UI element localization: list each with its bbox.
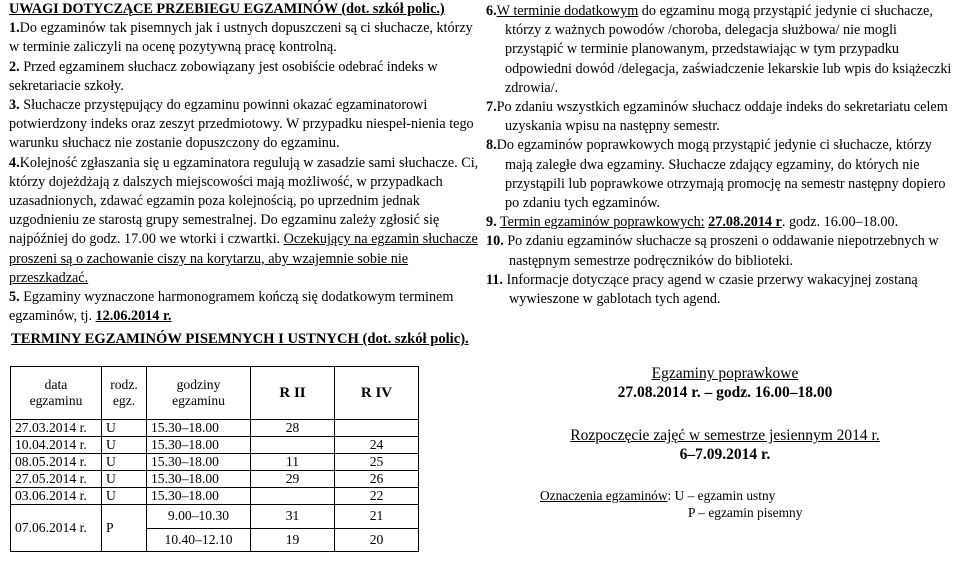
header-hours (147, 367, 251, 420)
table-row: 27.03.2014 r. U 15.30–18.00 28 (11, 420, 419, 437)
legend-oral: : U – egzamin ustny (667, 488, 776, 503)
exam-schedule-table (10, 366, 419, 552)
legend-label: Oznaczenia egzaminów (540, 488, 668, 503)
semester-start-title: Rozpoczęcie zajęć w semestrze jesiennym 2014 r. (570, 427, 880, 444)
note-5: 5. Egzaminy wyznaczone harmonogramem kończą się dodatkowym terminem egzaminów, tj. 12.06.2014 r. (9, 289, 454, 325)
exam-legend (540, 487, 802, 521)
notes-heading: UWAGI DOTYCZĄCE PRZEBIEGU EGZAMINÓW (dot. szkół polic.) (9, 1, 445, 17)
header-r2: R II (251, 367, 335, 420)
note-6: 6.W terminie dodatkowym do egzaminu mogą przystąpić jedynie ci słuchacze, którzy z ważnych powodów /choroba, delegacja służbowa/ nie mogli przystąpić w terminie planowanym, przedstawiając w tym przypadku odpowiedni dowód /delegacja, zaświadczenie lekarskie lub wpis do książeczki zdrowia/. (486, 3, 952, 96)
note-3: 3. Słuchacze przystępujący do egzaminu powinni okazać egzaminatorowi potwierdzony indeks oraz zeszyt przedmiotowy. W przypadku niespeł-nienia tego warunku słuchacz nie zostanie dopuszczony do egzaminu. (9, 97, 474, 152)
header-type (102, 367, 147, 420)
legend-written: P – egzamin pisemny (688, 505, 803, 520)
semester-start-dates: 6–7.09.2014 r. (679, 446, 771, 463)
makeup-exams-box (500, 364, 950, 464)
header-r4: R IV (335, 367, 419, 420)
note-5-date: 12.06.2014 r. (95, 308, 172, 325)
notes-left-column (9, 0, 480, 326)
note-10: 10. Po zdaniu egzaminów słuchacze są proszeni o oddawanie niepotrzebnych w następnym semestrze podręczników do biblioteki. (486, 233, 939, 269)
note-11: 11. Informacje dotyczące pracy agend w czasie przerwy wakacyjnej zostaną wywieszone w gablotach tych agend. (486, 271, 918, 308)
table-row: 27.05.2014 r. U 15.30–18.00 29 26 (11, 471, 419, 488)
makeup-date: 27.08.2014 r. – godz. 16.00–18.00 (617, 384, 833, 401)
makeup-title: Egzaminy poprawkowe (651, 365, 799, 382)
note-1: 1.Do egzaminów tak pisemnych jak i ustnych dopuszczeni są ci słuchacze, którzy w terminie zaliczyli na ocenę pozytywną pracę kontrolną. (9, 20, 473, 56)
header-label: godziny egzaminu (172, 377, 225, 408)
note-4-underlined: Oczekujący na egzamin słuchacze proszeni są o zachowanie ciszy na korytarzu, aby wzajemnie sobie nie przeszkadzać. (9, 231, 478, 286)
schedule-title: TERMINY EGZAMINÓW PISEMNYCH I USTNYCH (dot. szkół polic). (11, 331, 469, 347)
table-row: 08.05.2014 r. U 15.30–18.00 11 25 (11, 454, 419, 471)
table-row: 10.04.2014 r. U 15.30–18.00 24 (11, 437, 419, 454)
header-date (11, 367, 102, 420)
note-7: 7.Po zdaniu wszystkich egzaminów słuchacz oddaje indeks do sekretariatu celem uzyskania wpisu na następny semestr. (486, 99, 948, 135)
note-8: 8.Do egzaminów poprawkowych mogą przystąpić jedynie ci słuchacze, którzy mają zaległe dwa egzaminy. Słuchacze zdający egzaminy, do których nie przystąpili lub poprawkowe otrzymają promocję na semestr następny dopiero po zdaniu tych egzaminów. (486, 137, 946, 212)
header-label: rodz. egz. (110, 377, 138, 408)
table-row: 10.40–12.10 19 20 (11, 528, 419, 552)
note-9: 9. Termin egzaminów poprawkowych: 27.08.2014 r. godz. 16.00–18.00. (486, 214, 899, 231)
note-2: 2. Przed egzaminem słuchacz zobowiązany jest osobiście odebrać indeks w sekretariacie szkoły. (9, 58, 438, 94)
table-row: 03.06.2014 r. U 15.30–18.00 22 (11, 488, 419, 505)
table-header-row (11, 367, 419, 420)
note-4: 4.Kolejność zgłaszania się u egzaminatora regulują w zasadzie sami słuchacze. Ci, którzy dojeżdżają z dalszych miejscowości mają możliwość, w przypadkach uzasadnionych, zdawać egzamin poza kolejnością, po uprzednim jednak uzgodnieniu ze starostą grupy semestralnej. Do egzaminu zależy zgłosić się najpóźniej do godz. 17.00 we wtorki i czwartki. Oczekujący na egzamin słuchacze proszeni są o zachowanie ciszy na korytarzu, aby wzajemnie sobie nie przeszkadzać. (9, 154, 479, 286)
notes-right-column (486, 0, 954, 309)
header-label: data egzaminu (29, 377, 83, 408)
table-row: 07.06.2014 r. P 9.00–10.30 31 21 (11, 505, 419, 529)
